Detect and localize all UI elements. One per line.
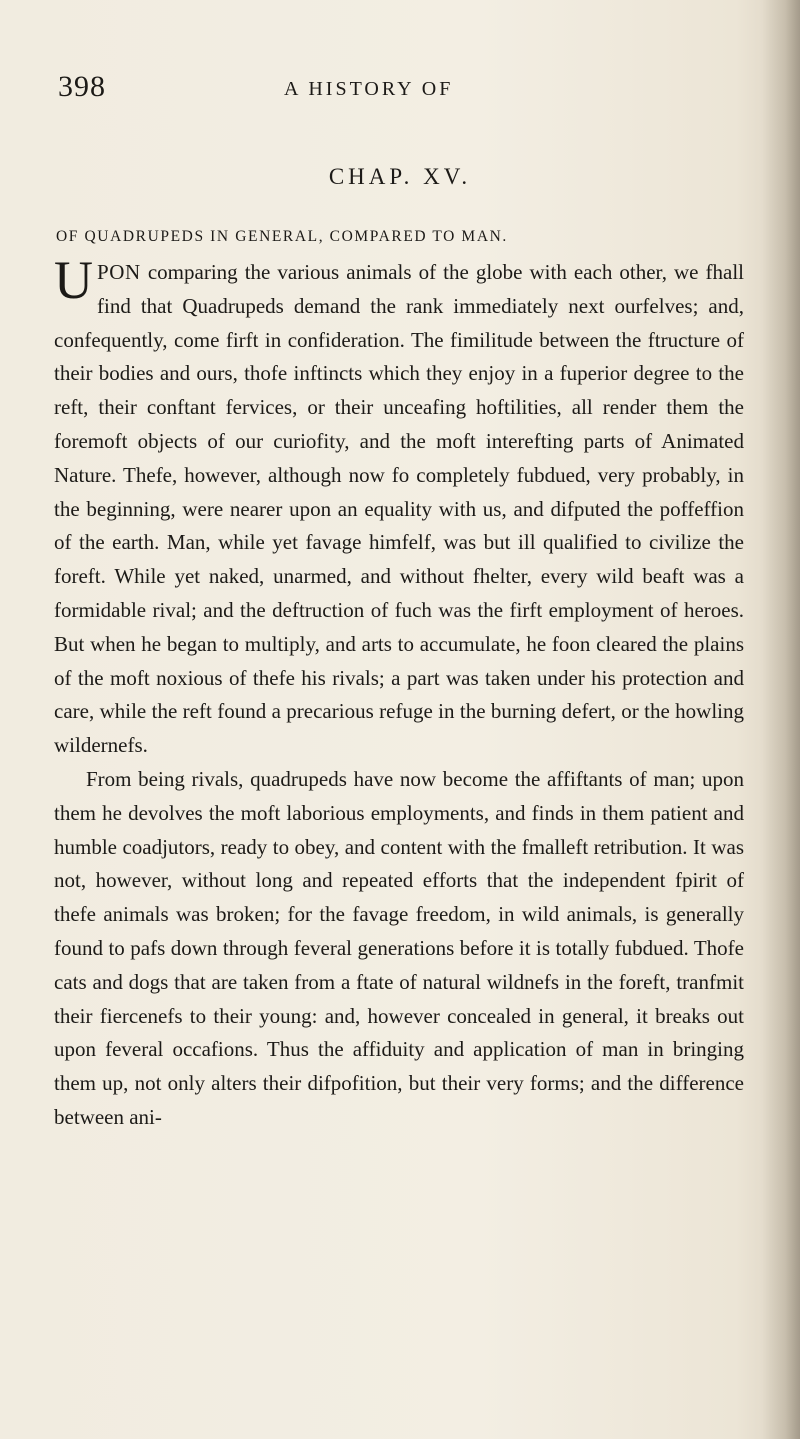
paragraph-2: From being rivals, quadrupeds have now become the affiftants of man; upon them he devolves the moft laborious employments, and finds in them patient and humble coadjutors, ready to obey, and content with the fmalleft retribution. It was not, however, without long and repeated efforts that the independent fpirit of thefe animals was broken; for the favage freedom, in wild animals, is generally found to pafs down through feveral generations before it is totally fubdued. Thofe cats and dogs that are taken from a ftate of natural wildnefs in the foreft, tranfmit their fiercenefs to their young: and, however concealed in general, it breaks out upon feveral occafions. Thus the affiduity and application of man in bringing them up, not only alters their difpofition, but their very forms; and the difference between ani-	[54, 766, 744, 1129]
paragraph-1-text: comparing the various animals of the globe with each other, we fhall find that Quadrupeds demand the rank immediately next ourfelves; and, confequently, come firft in confideration. The fimilitude between the ftructure of their bodies and ours, thofe inftincts which they enjoy in a fuperior degree to the reft, their conftant fervices, or their unceafing hoftilities, all render them the foremoft objects of our curiofity, and the moft interefting parts of Animated Nature. Thefe, however, although now fo completely fubdued, very probably, in the beginning, were nearer upon an equality with us, and difputed the poffeffion of the earth. Man, while yet favage himfelf, was but ill qualified to civilize the foreft. While yet naked, unarmed, and without fhelter, every wild beaft was a formidable rival; and the deftruction of fuch was the firft employment of heroes. But when he began to multiply, and arts to accumulate, he foon cleared the plains of the moft noxious of thefe his rivals; a part was taken under his protection and care, while the reft found a precarious refuge in the burning defert, or the howling wildernefs.	[54, 260, 744, 758]
first-word-rest: PON	[97, 260, 141, 284]
chapter-subtitle: OF QUADRUPEDS IN GENERAL, COMPARED TO MAN.	[56, 228, 508, 245]
chapter-heading: CHAP. XV.	[328, 164, 472, 189]
body-text	[54, 250, 744, 1135]
running-head	[58, 70, 698, 110]
running-title: A HISTORY OF	[284, 78, 454, 100]
page-gutter-shadow	[762, 0, 800, 1439]
paragraph-1	[54, 250, 744, 763]
drop-cap: U	[54, 250, 93, 310]
page-number: 398	[58, 70, 106, 103]
